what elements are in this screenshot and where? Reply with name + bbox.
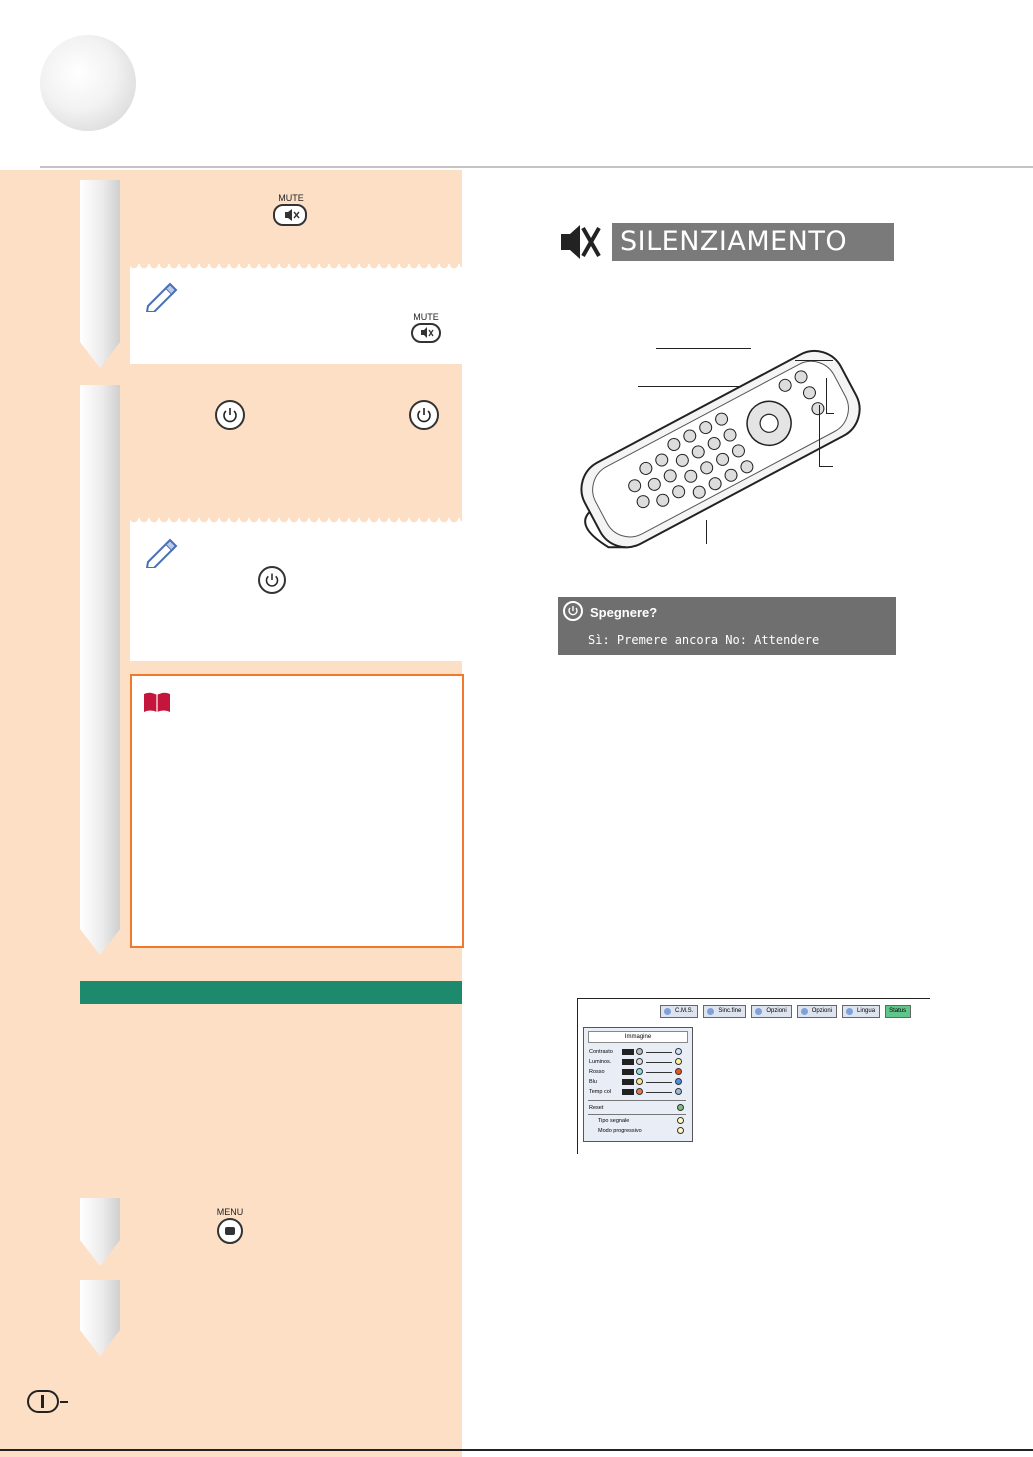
mute-icon: [411, 323, 441, 343]
callout-line-menu: [706, 520, 707, 544]
menu-slider-temp-col: [622, 1088, 684, 1096]
menu-row-contrasto: Contrasto: [589, 1049, 613, 1055]
page-number-glyph: [41, 1395, 44, 1408]
note-pencil-icon: [144, 538, 178, 573]
power-icon: [563, 601, 583, 621]
note-pencil-icon: [144, 282, 178, 317]
menu-tab-cms: C.M.S.: [660, 1005, 698, 1018]
menu-tab-status: Status: [885, 1005, 911, 1018]
step-tab-2: [80, 385, 120, 955]
callout-line-right-3: [819, 466, 833, 467]
callout-line-right-2v: [826, 378, 827, 414]
reset-icon: [677, 1104, 684, 1111]
callout-line-right-3v: [819, 405, 820, 467]
menu-slider-luminos: [622, 1058, 684, 1066]
menu-screenshot: [577, 998, 930, 1154]
power-icon: [409, 400, 439, 430]
callout-line-mute: [656, 348, 751, 349]
note-box-1: [130, 264, 462, 364]
power-icon: [258, 566, 286, 594]
menu-tab-sinc-fine: Sinc.fine: [703, 1005, 746, 1018]
menu-button-label: MENU: [216, 1207, 244, 1217]
mute-button-graphic-note: MUTE: [408, 312, 444, 343]
mute-button-label: MUTE: [278, 193, 304, 203]
page-number-dash: [60, 1401, 68, 1403]
signal-type-icon: [677, 1117, 684, 1124]
power-off-question: Spegnere?: [590, 605, 658, 620]
menu-row-rosso: Rosso: [589, 1069, 605, 1075]
power-icon: [215, 400, 245, 430]
mute-icon: [273, 204, 307, 226]
menu-row-blu: Blu: [589, 1079, 597, 1085]
mute-osd-text: SILENZIAMENTO: [612, 223, 894, 261]
progressive-mode-icon: [677, 1127, 684, 1134]
menu-icon: [217, 1218, 243, 1244]
info-box: [130, 674, 464, 948]
mute-button-graphic: [273, 193, 309, 226]
callout-line-right-2: [826, 413, 834, 414]
menu-row-modo-progressivo: Modo progressivo: [598, 1128, 642, 1134]
menu-slider-blu: [622, 1078, 684, 1086]
remote-control-illustration: [548, 325, 888, 580]
menu-tab-opzioni-1: Opzioni: [751, 1005, 791, 1018]
menu-row-reset: Reset: [589, 1105, 604, 1111]
menu-slider-rosso: [622, 1068, 684, 1076]
note-box-2: [130, 518, 462, 661]
menu-row-temp-col: Temp col: [589, 1089, 612, 1095]
callout-line-right-1: [795, 360, 833, 361]
menu-panel-title: Immagine: [588, 1031, 688, 1043]
mute-osd-icon: [557, 220, 603, 264]
power-off-osd: [558, 597, 896, 655]
power-off-options: Sì: Premere ancora No: Attendere: [588, 633, 820, 647]
menu-row-luminos: Luminos.: [589, 1059, 612, 1065]
step-tab-1: [80, 180, 120, 368]
menu-tab-opzioni-2: Opzioni: [797, 1005, 837, 1018]
menu-panel-immagine: [583, 1027, 693, 1142]
info-book-icon: [142, 690, 172, 719]
menu-button-graphic: [215, 1207, 245, 1244]
callout-line-power: [638, 386, 740, 387]
section-header-bar: [80, 981, 462, 1004]
header-circle-graphic: [40, 35, 136, 131]
menu-tab-lingua: Lingua: [842, 1005, 880, 1018]
header-rule: [40, 166, 1033, 168]
menu-tabs: [660, 1005, 911, 1018]
bottom-rule: [0, 1449, 1033, 1451]
menu-row-tipo-segnale: Tipo segnale: [598, 1118, 630, 1124]
menu-slider-contrasto: [622, 1048, 684, 1056]
